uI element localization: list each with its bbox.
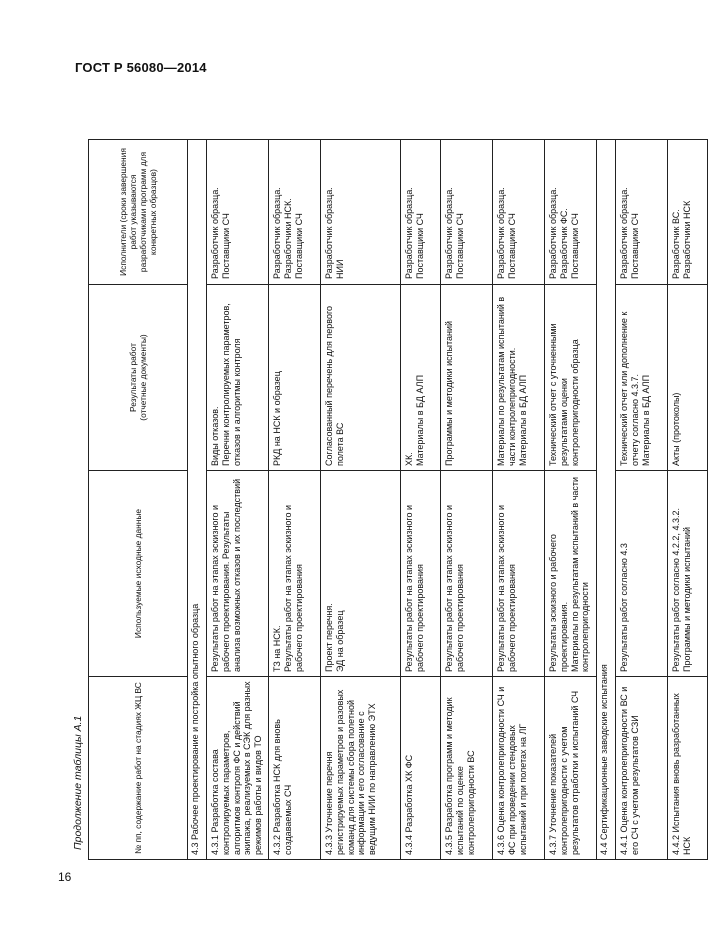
cell-work: 4.4.2 Испытания вновь разработанных НСК — [668, 677, 708, 860]
cell-work: 4.3.3 Уточнение перечня регистрируемых параметров и разовых команд для системы сбора полетной информации и его согласование с ведущим НИИ по направлению ЭТХ — [321, 677, 401, 860]
table-row — [668, 140, 708, 860]
cell-work: 4.3.5 Разработка программ и методик испытаний по оценке контролепригодности ВС — [441, 677, 493, 860]
cell-result: Программы и методики испытаний — [441, 285, 493, 471]
cell-performer: Разработчик образца. Поставщики СЧ — [616, 140, 668, 285]
cell-input: Результаты работ на этапах эскизного и рабочего проектирования — [441, 471, 493, 677]
table-row — [493, 140, 545, 860]
table-row — [207, 140, 269, 860]
column-header: Результаты работ (отчетные документы) — [89, 285, 188, 471]
cell-result: Материалы по результатам испытаний в части контролепригодности. Материалы в БД АЛП — [493, 285, 545, 471]
cell-work: 4.3.4 Разработка ХК ФС — [401, 677, 441, 860]
cell-performer: Разработчик образца. Разработчики НСК. Поставщики СЧ — [269, 140, 321, 285]
section-row — [597, 140, 616, 860]
table-row — [269, 140, 321, 860]
column-header: Исполнители (сроки завершения работ указываются разработчиками программ для конкретных образцов) — [89, 140, 188, 285]
table-row — [545, 140, 597, 860]
table-row — [616, 140, 668, 860]
standard-code: ГОСТ Р 56080—2014 — [75, 60, 207, 75]
cell-result: Технический отчет с уточненными результатами оценки контролепригодности образца — [545, 285, 597, 471]
requirements-table — [88, 139, 708, 860]
cell-performer: Разработчик образца. Поставщики СЧ — [207, 140, 269, 285]
cell-performer: Разработчик образца. Поставщики СЧ — [493, 140, 545, 285]
cell-result: ХК. Материалы в БД АЛП — [401, 285, 441, 471]
column-header: Используемые исходные данные — [89, 471, 188, 677]
cell-input: Результаты работ на этапах эскизного и рабочего проектирования — [493, 471, 545, 677]
cell-result: Акты (протоколы) — [668, 285, 708, 471]
cell-input: Результаты работ согласно 4.3 — [616, 471, 668, 677]
cell-input: Проект перечня. ЭД на образец — [321, 471, 401, 677]
section-row — [188, 140, 207, 860]
table-caption: Продолжение таблицы А.1 — [72, 715, 84, 850]
cell-result: Виды отказов. Перечни контролируемых параметров, отказов и алгоритмы контроля — [207, 285, 269, 471]
table-row — [401, 140, 441, 860]
cell-work: 4.3.2 Разработка НСК для вновь создаваемых СЧ — [269, 677, 321, 860]
cell-result: Согласованный перечень для первого полета ВС — [321, 285, 401, 471]
column-header: № пп, содержание работ на стадиях ЖЦ ВС — [89, 677, 188, 860]
cell-input: ТЗ на НСК. Результаты работ на этапах эскизного и рабочего проектирования — [269, 471, 321, 677]
page-number: 16 — [58, 870, 72, 884]
cell-performer: Разработчик образца. Поставщики СЧ — [401, 140, 441, 285]
table-row — [321, 140, 401, 860]
table-row — [441, 140, 493, 860]
rotated-table-area — [72, 90, 692, 890]
cell-work: 4.3.7 Уточнение показателей контролепригодности с учетом результатов отработки и испытаний СЧ — [545, 677, 597, 860]
section-title: 4.3 Рабочее проектирование и постройка опытного образца — [188, 140, 207, 860]
cell-input: Результаты эскизного и рабочего проектирования. Материалы по результатам испытаний в части контролепригодности — [545, 471, 597, 677]
cell-work: 4.4.1 Оценка контролепригодности ВС и его СЧ с учетом результатов СЗИ — [616, 677, 668, 860]
cell-work: 4.3.6 Оценка контролепригодности СЧ и ФС при проведении стендовых испытаний и при полетах на ЛГ — [493, 677, 545, 860]
section-title: 4.4 Сертификационные заводские испытания — [597, 140, 616, 860]
cell-performer: Разработчик образца. Поставщики СЧ — [441, 140, 493, 285]
cell-performer: Разработчик образца. НИИ — [321, 140, 401, 285]
cell-performer: Разработчик образца. Разработчик ФС. Поставщики СЧ — [545, 140, 597, 285]
table-header-row — [89, 140, 188, 860]
cell-input: Результаты работ согласно 4.2.2, 4.3.2. Программы и методики испытаний — [668, 471, 708, 677]
cell-work: 4.3.1 Разработка состава контролируемых параметров, алгоритмов контроля ФС и действий экипажа, реализуемых в СЭК для разных режимов работы и видов ТО — [207, 677, 269, 860]
cell-input: Результаты работ на этапах эскизного и рабочего проектирования. Результаты анализа возможных отказов и их последствий — [207, 471, 269, 677]
cell-result: РКД на НСК и образец — [269, 285, 321, 471]
cell-result: Технический отчет или дополнение к отчету согласно 4.3.7. Материалы в БД АЛП — [616, 285, 668, 471]
cell-input: Результаты работ на этапах эскизного и рабочего проектирования — [401, 471, 441, 677]
cell-performer: Разработчик ВС. Разработчики НСК — [668, 140, 708, 285]
